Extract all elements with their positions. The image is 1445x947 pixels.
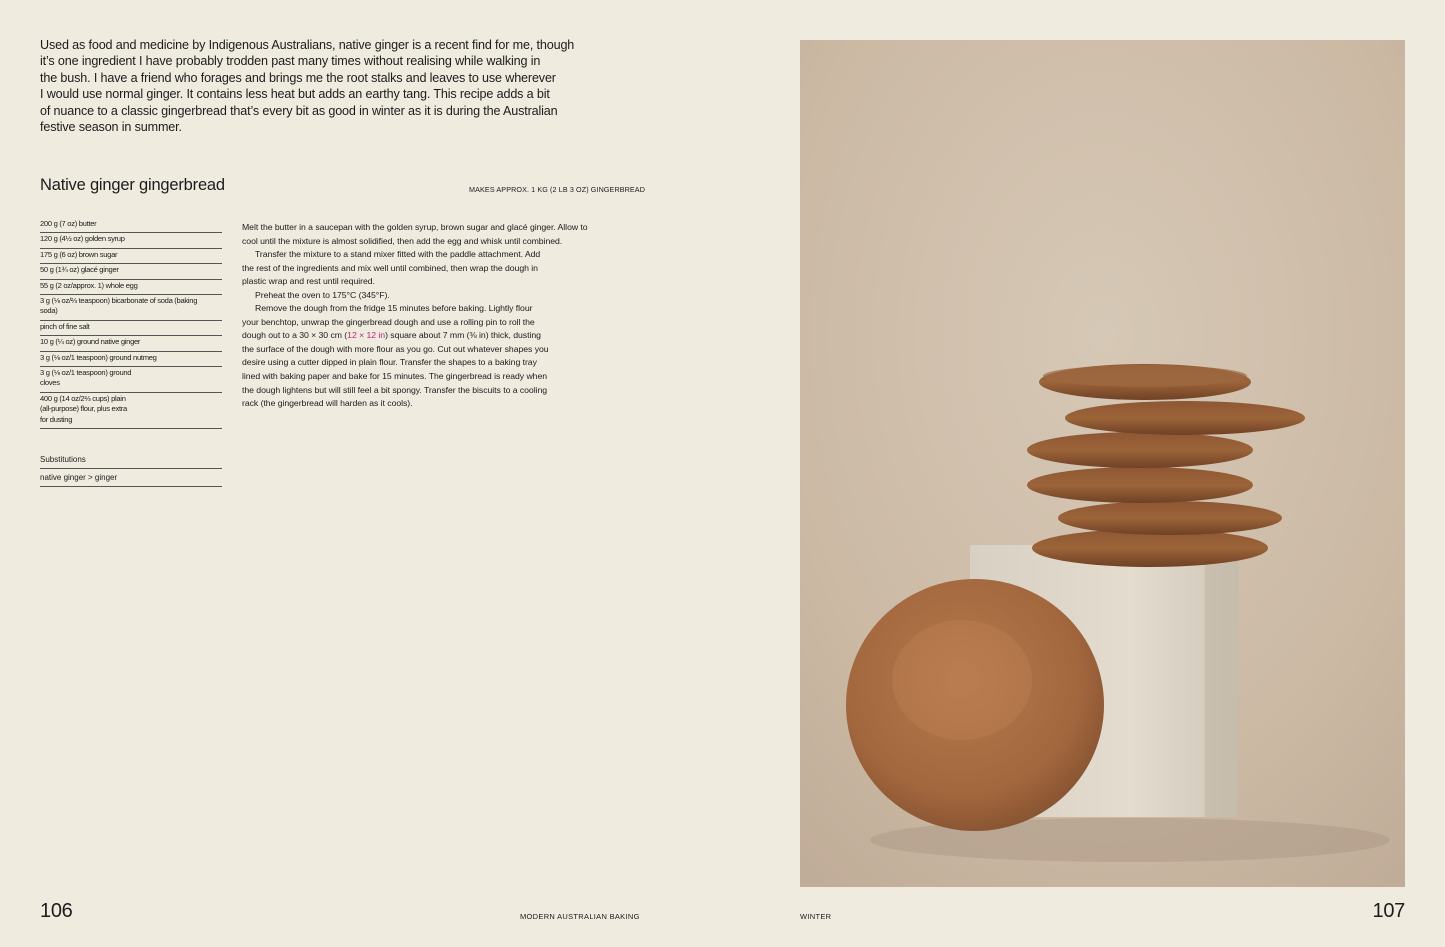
ingredient-item: 400 g (14 oz/2⅔ cups) plain (all-purpose) flour, plus extra for dusting [40,393,222,429]
method-line: desire using a cutter dipped in plain flour. Transfer the shapes to a baking tray [242,357,537,368]
running-footer-section: WINTER [800,912,832,921]
intro-line: I would use normal ginger. It contains less heat but adds an earthy tang. This recipe adds a bit [40,87,550,102]
ingredient-item: 55 g (2 oz/approx. 1) whole egg [40,280,222,295]
ingredient-item: 3 g (⅛ oz/1 teaspoon) ground nutmeg [40,352,222,367]
method-fragment: ) square about 7 mm (⅜ in) thick, dusting [385,330,541,341]
ingredient-item: 3 g (⅛ oz/1 teaspoon) ground cloves [40,367,222,393]
page-number-left: 106 [40,900,73,922]
method-line: Preheat the oven to 175°C (345°F). [255,289,390,300]
method-line: lined with baking paper and bake for 15 minutes. The gingerbread is ready when [242,371,548,382]
ingredient-item: 10 g (¼ oz) ground native ginger [40,336,222,351]
substitutions-list [40,471,222,487]
method-line: the dough lightens but will still feel a bit spongy. Transfer the biscuits to a cooling [242,384,548,395]
ingredient-item: 50 g (1¾ oz) glacé ginger [40,264,222,279]
intro-line: Used as food and medicine by Indigenous Australians, native ginger is a recent find for me, though [40,38,575,52]
method-line: the surface of the dough with more flour as you go. Cut out whatever shapes you [242,343,549,354]
method-line: Transfer the mixture to a stand mixer fitted with the paddle attachment. Add [255,249,541,260]
ingredient-item: 3 g (⅛ oz/⅔ teaspoon) bicarbonate of soda (baking soda) [40,295,222,321]
ingredient-item: 120 g (4½ oz) golden syrup [40,233,222,248]
method-line: your benchtop, unwrap the gingerbread dough and use a rolling pin to roll the [242,316,535,327]
method-line: Melt the butter in a saucepan with the golden syrup, brown sugar and glacé ginger. Allow to [242,222,588,232]
imperial-measure-highlight: 12 × 12 in [347,330,386,341]
ingredient-list [40,218,222,429]
intro-paragraph [40,37,580,135]
substitution-item: native ginger > ginger [40,471,222,487]
substitutions-heading: Substitutions [40,454,222,469]
method-line: Remove the dough from the fridge 15 minutes before baking. Lightly flour [255,303,533,314]
intro-line: of nuance to a classic gingerbread that’s every bit as good in winter as it is during the Australian [40,103,558,118]
method-fragment: dough out to a 30 × 30 cm ( [242,330,348,341]
ingredient-item: 200 g (7 oz) butter [40,218,222,233]
method-line: cool until the mixture is almost solidified, then add the egg and whisk until combined. [242,235,563,246]
recipe-yield: MAKES APPROX. 1 KG (2 LB 3 OZ) GINGERBREAD [469,185,645,194]
method-text [242,221,652,411]
method-line: rack (the gingerbread will harden as it cools). [242,398,413,409]
ingredient-item: 175 g (6 oz) brown sugar [40,249,222,264]
intro-line: the bush. I have a friend who forages and brings me the root stalks and leaves to use wherever [40,70,556,85]
intro-line: it’s one ingredient I have probably trodden past many times without realising while walking in [40,54,541,69]
method-line: the rest of the ingredients and mix well until combined, then wrap the dough in [242,262,538,273]
intro-line: festive season in summer. [40,120,182,135]
page-number-right: 107 [1372,900,1405,922]
ingredient-item: pinch of fine salt [40,321,222,336]
method-line [242,329,652,343]
method-line: plastic wrap and rest until required. [242,276,375,287]
gingerbread-photo [800,40,1405,887]
recipe-title: Native ginger gingerbread [40,176,225,194]
running-footer-book-title: MODERN AUSTRALIAN BAKING [520,912,640,921]
